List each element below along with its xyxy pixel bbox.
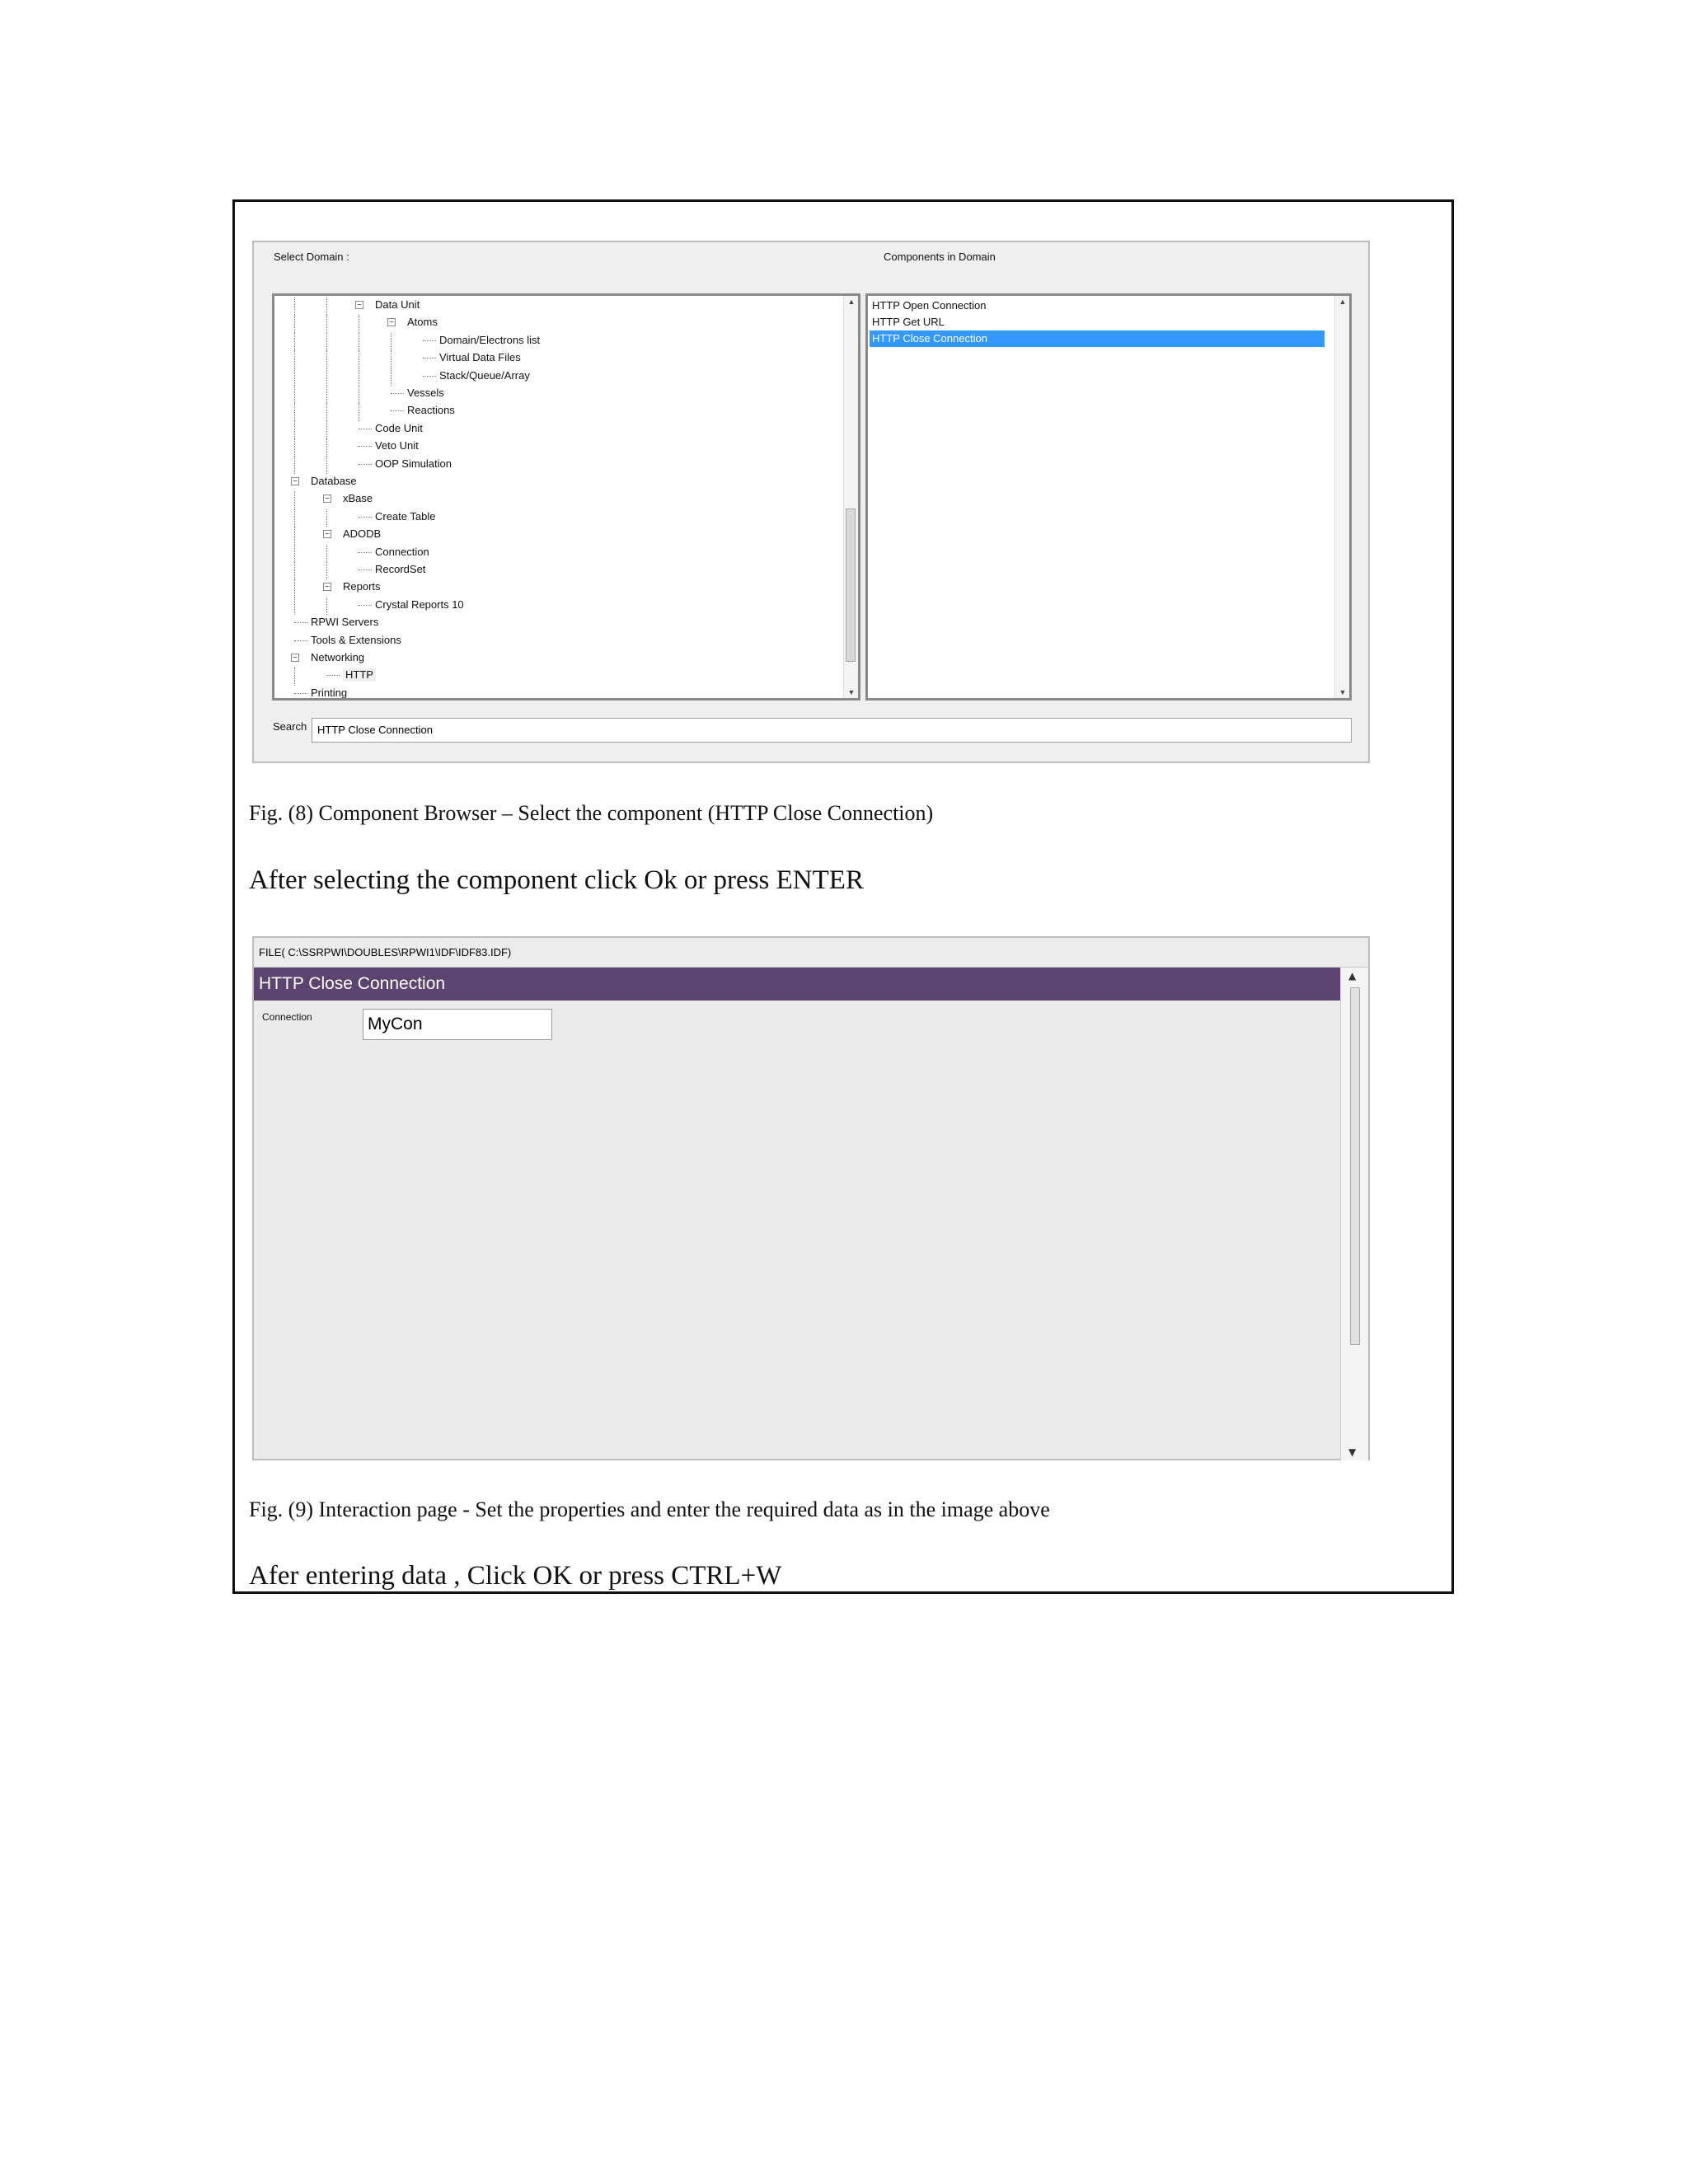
scroll-down-icon[interactable]: ▼ bbox=[1339, 688, 1347, 696]
collapse-icon[interactable]: − bbox=[355, 301, 363, 309]
tree-guide-line bbox=[294, 598, 295, 615]
scroll-up-icon[interactable]: ▲ bbox=[847, 298, 856, 306]
tree-node[interactable]: Connection bbox=[375, 545, 429, 558]
tree-branch-line bbox=[359, 569, 372, 570]
connection-input[interactable]: MyCon bbox=[363, 1009, 552, 1040]
tree-branch-line bbox=[359, 605, 372, 606]
collapse-icon[interactable]: − bbox=[291, 654, 299, 662]
tree-guide-line bbox=[326, 298, 327, 315]
fig8-caption: Fig. (8) Component Browser – Select the component (HTTP Close Connection) bbox=[249, 801, 934, 825]
tree-node[interactable]: HTTP bbox=[343, 668, 376, 682]
tree-branch-line bbox=[359, 446, 372, 447]
tree-node[interactable]: Database bbox=[311, 475, 357, 487]
tree-guide-line bbox=[294, 509, 295, 527]
tree-guide-line bbox=[294, 562, 295, 579]
tree-branch-line bbox=[326, 675, 340, 676]
tree-node[interactable]: Reports bbox=[343, 580, 381, 593]
tree-guide-line bbox=[294, 386, 295, 403]
tree-guide-line bbox=[326, 562, 327, 579]
tree-guide-line bbox=[326, 386, 327, 403]
tree-branch-line bbox=[359, 552, 372, 553]
search-input[interactable]: HTTP Close Connection bbox=[312, 718, 1352, 743]
tree-guide-line bbox=[326, 545, 327, 562]
tree-guide-line bbox=[294, 545, 295, 562]
tree-guide-line bbox=[326, 457, 327, 474]
instruction-enter: Afer entering data , Click OK or press CTRL+W bbox=[249, 1561, 782, 1591]
tree-node[interactable]: Code Unit bbox=[375, 421, 423, 434]
collapse-icon[interactable]: − bbox=[323, 494, 331, 503]
component-list-item[interactable]: HTTP Close Connection bbox=[870, 330, 1325, 347]
tree-guide-line bbox=[294, 527, 295, 544]
collapse-icon[interactable]: − bbox=[387, 318, 396, 326]
tree-branch-line bbox=[294, 693, 307, 694]
collapse-icon[interactable]: − bbox=[323, 530, 331, 538]
search-label: Search bbox=[273, 720, 307, 733]
tree-guide-line bbox=[391, 368, 392, 386]
tree-guide-line bbox=[294, 333, 295, 350]
tree-scroll-thumb[interactable] bbox=[846, 509, 856, 662]
tree-guide-line bbox=[326, 315, 327, 332]
scroll-down-icon[interactable]: ▼ bbox=[847, 688, 856, 696]
tree-guide-line bbox=[294, 457, 295, 474]
tree-node[interactable]: OOP Simulation bbox=[375, 457, 452, 470]
component-list-item[interactable]: HTTP Get URL bbox=[872, 316, 945, 328]
tree-guide-line bbox=[326, 509, 327, 527]
components-scrollbar[interactable] bbox=[1334, 296, 1349, 698]
instruction-select: After selecting the component click Ok or press ENTER bbox=[249, 865, 864, 895]
tree-guide-line bbox=[326, 333, 327, 350]
collapse-icon[interactable]: − bbox=[323, 583, 331, 591]
tree-guide-line bbox=[294, 668, 295, 685]
tree-branch-line bbox=[359, 464, 372, 465]
tree-node[interactable]: Domain/Electrons list bbox=[439, 333, 541, 346]
tree-node[interactable]: Veto Unit bbox=[375, 439, 419, 452]
tree-branch-line bbox=[391, 393, 404, 394]
scroll-up-icon[interactable]: ▲ bbox=[1339, 298, 1347, 306]
tree-node[interactable]: Virtual Data Files bbox=[439, 351, 521, 364]
tree-node[interactable]: Data Unit bbox=[375, 298, 420, 311]
interaction-scrollbar[interactable] bbox=[1340, 968, 1368, 1460]
tree-node[interactable]: Crystal Reports 10 bbox=[375, 598, 464, 611]
tree-guide-line bbox=[294, 350, 295, 368]
tree-guide-line bbox=[294, 579, 295, 597]
tree-node[interactable]: Tools & Extensions bbox=[311, 633, 401, 646]
tree-guide-line bbox=[294, 315, 295, 332]
tree-node[interactable]: Create Table bbox=[375, 509, 436, 523]
component-list-item[interactable]: HTTP Open Connection bbox=[872, 299, 987, 312]
fig9-caption: Fig. (9) Interaction page - Set the properties and enter the required data as in the image above bbox=[249, 1497, 1050, 1521]
tree-node[interactable]: Networking bbox=[311, 651, 365, 663]
collapse-icon[interactable]: − bbox=[291, 477, 299, 485]
tree-branch-line bbox=[423, 358, 436, 359]
select-domain-label: Select Domain : bbox=[274, 251, 349, 263]
tree-node[interactable]: RecordSet bbox=[375, 563, 426, 575]
scroll-down-icon[interactable]: ▼ bbox=[1348, 1446, 1357, 1458]
tree-node[interactable]: Stack/Queue/Array bbox=[439, 368, 530, 382]
interaction-title: HTTP Close Connection bbox=[254, 968, 1340, 1001]
tree-guide-line bbox=[326, 421, 327, 438]
tree-guide-line bbox=[294, 438, 295, 456]
tree-guide-line bbox=[294, 298, 295, 315]
tree-guide-line bbox=[294, 403, 295, 420]
tree-guide-line bbox=[326, 438, 327, 456]
tree-guide-line bbox=[326, 598, 327, 615]
tree-node[interactable]: ADODB bbox=[343, 527, 382, 541]
tree-node[interactable]: Reactions bbox=[407, 404, 455, 417]
tree-branch-line bbox=[294, 622, 307, 623]
tree-guide-line bbox=[294, 491, 295, 509]
tree-node[interactable]: Printing bbox=[311, 686, 348, 699]
tree-branch-line bbox=[294, 640, 307, 641]
tree-branch-line bbox=[423, 340, 436, 341]
tree-guide-line bbox=[294, 421, 295, 438]
interaction-scroll-thumb[interactable] bbox=[1350, 987, 1360, 1345]
tree-guide-line bbox=[326, 403, 327, 420]
tree-scrollbar[interactable] bbox=[843, 296, 858, 698]
tree-branch-line bbox=[391, 410, 404, 411]
connection-label: Connection bbox=[262, 1011, 312, 1023]
file-path-bar: FILE( C:\SSRPWI\DOUBLES\RPWI1\IDF\IDF83.IDF) bbox=[254, 938, 1368, 968]
tree-guide-line bbox=[391, 350, 392, 368]
components-in-domain-label: Components in Domain bbox=[884, 251, 996, 263]
tree-guide-line bbox=[391, 333, 392, 350]
tree-branch-line bbox=[423, 376, 436, 377]
tree-guide-line bbox=[326, 368, 327, 386]
tree-node[interactable]: RPWI Servers bbox=[311, 616, 379, 629]
tree-guide-line bbox=[294, 368, 295, 386]
tree-node[interactable]: Atoms bbox=[407, 316, 438, 329]
tree-node[interactable]: xBase bbox=[343, 492, 373, 505]
components-list[interactable] bbox=[865, 293, 1352, 701]
scroll-up-icon[interactable]: ▲ bbox=[1348, 970, 1357, 982]
tree-branch-line bbox=[359, 517, 372, 518]
tree-node[interactable]: Vessels bbox=[407, 387, 444, 399]
domain-tree[interactable] bbox=[272, 293, 860, 701]
tree-guide-line bbox=[326, 350, 327, 368]
